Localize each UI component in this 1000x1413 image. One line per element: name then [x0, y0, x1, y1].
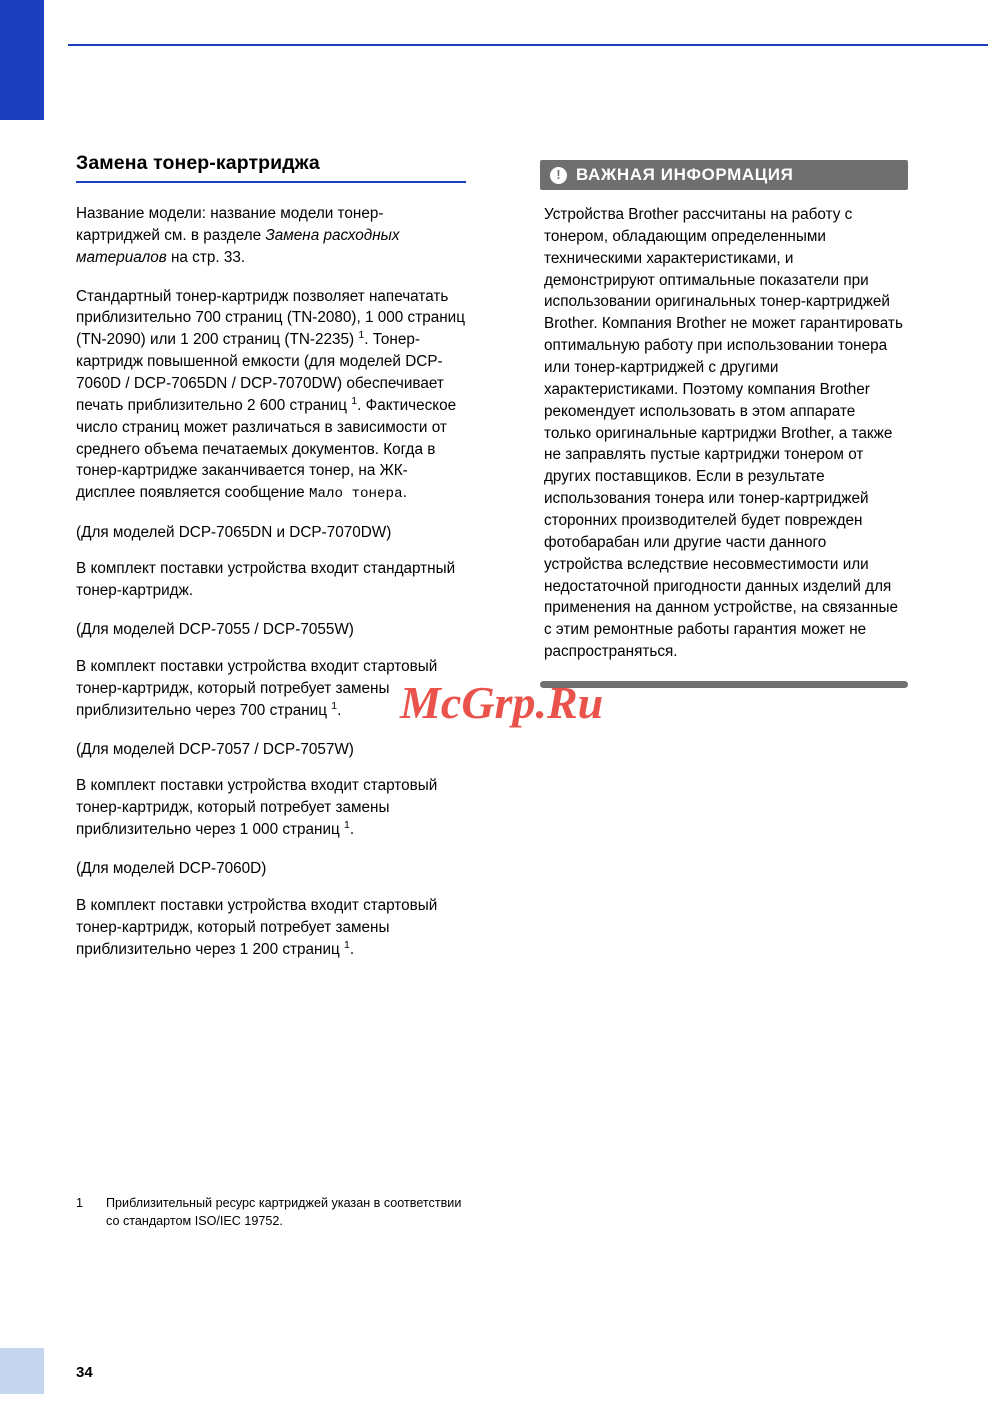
page-footer-tab	[0, 1348, 44, 1394]
left-column	[76, 152, 466, 978]
footnote-ref-1a: 1	[358, 329, 365, 342]
group-text-7060d-tail: .	[349, 940, 355, 958]
footnote-ref-1b: 1	[351, 394, 358, 407]
group-text-7057-tail: .	[349, 821, 355, 839]
footnote-ref-7055: 1	[331, 699, 338, 712]
group-text-7060d-main: В комплект поставки устройства входит стартовый тонер-картридж, который потребует замены приблизительно через 1 200 страниц	[76, 896, 438, 958]
yield-post: . Фактическое число страниц может различаться в зависимости от среднего объема печатаемых документов. Когда в тонер-картридже заканчивается тонер, на ЖК-дисплее появляется сообщение	[76, 396, 457, 502]
page-corner-decoration	[0, 0, 44, 120]
group-text-7065dn: В комплект поставки устройства входит стандартный тонер-картридж.	[76, 560, 456, 600]
important-note-header	[540, 160, 908, 190]
footnote	[76, 1195, 468, 1230]
watermark: McGrp.Ru	[400, 677, 604, 728]
yield-pre: Стандартный тонер-картридж позволяет напечатать приблизительно 700 страниц (TN-2080), 1 000 страниц (TN-2090) или 1 200 страниц (TN-2235)	[76, 287, 465, 349]
title-underline	[76, 181, 466, 183]
footnote-text: Приблизительный ресурс картриджей указан в соответствии со стандартом ISO/IEC 19752.	[106, 1196, 462, 1228]
group-text-7055	[76, 656, 466, 722]
group-heading-7060d: (Для моделей DCP-7060D)	[76, 860, 267, 878]
footnote-ref-7057: 1	[344, 819, 350, 832]
important-note-title: ВАЖНАЯ ИНФОРМАЦИЯ	[576, 165, 794, 184]
group-heading-7065dn: (Для моделей DCP-7065DN и DCP-7070DW)	[76, 523, 392, 541]
important-note-body: Устройства Brother рассчитаны на работу с тонером, обладающим определенными техническими характеристиками, и демонстрируют оптимальные показатели при использовании оригинальных тонер-картриджей Brother. Компания Brother не может гарантировать оптимальную работу при использовании тонера или тонер-картриджей с другими характеристиками. Поэтому компания Brother рекомендует использовать в этом аппарате только оригинальные картриджи Brother, а также не заправлять пустые картриджи тонером от других поставщиков. Если в результате использования тонера или тонер-картриджей сторонних производителей будет поврежден фотобарабан или другие части данного устройства вследствие несовместимости или недостаточной пригодности данных изделий для применения на данном устройстве, на связанные с этим ремонтные работы гарантия может не распространяться.	[544, 206, 903, 661]
paragraph-standard-yield	[76, 286, 466, 505]
model-name-pre: Название модели: название модели тонер-картриджей см. в разделе	[76, 205, 384, 244]
important-note-footer-bar	[540, 681, 908, 688]
group-heading-7057: (Для моделей DCP-7057 / DCP-7057W)	[76, 740, 354, 758]
model-name-post: на стр. 33.	[166, 248, 246, 266]
model-name-italic: Замена расходных материалов	[76, 226, 400, 266]
page-title: Замена тонер-картриджа	[76, 152, 320, 174]
group-text-7057-main: В комплект поставки устройства входит стартовый тонер-картридж, который потребует замены приблизительно через 1 000 страниц	[76, 777, 438, 839]
right-column	[540, 160, 908, 688]
footnote-ref-7060d: 1	[344, 938, 350, 951]
exclamation-icon: !	[550, 167, 567, 184]
group-text-7060d	[76, 895, 466, 961]
yield-mid: . Тонер-картридж повышенной емкости (для моделей DCP-7060D / DCP-7065DN / DCP-7070DW) обеспечивает печать приблизительно 2 600 страниц	[76, 331, 444, 414]
paragraph-model-name	[76, 203, 466, 269]
yield-tail: .	[402, 484, 407, 502]
group-text-7055-main: В комплект поставки устройства входит стартовый тонер-картридж, который потребует замены приблизительно через 700 страниц	[76, 658, 438, 719]
page-number: 34	[76, 1364, 93, 1381]
header-rule	[68, 44, 988, 46]
footnote-marker: 1	[76, 1196, 84, 1210]
group-heading-7055: (Для моделей DCP-7055 / DCP-7055W)	[76, 621, 354, 639]
group-text-7055-tail: .	[337, 701, 342, 719]
lcd-message-text: Мало тонера	[308, 486, 403, 503]
group-text-7057	[76, 775, 466, 841]
